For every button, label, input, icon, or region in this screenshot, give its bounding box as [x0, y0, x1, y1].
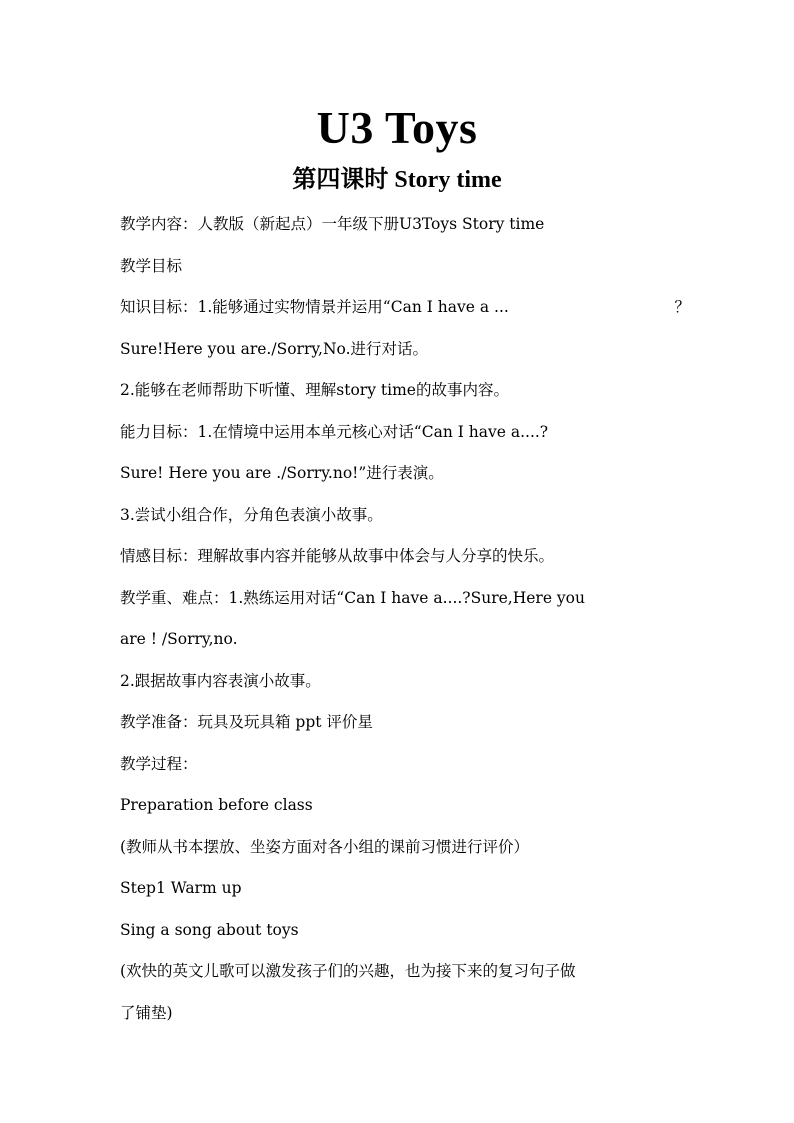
- paragraph-preparation-before-class: Preparation before class: [120, 796, 313, 814]
- knowledge-goal-question-mark: ？: [674, 298, 690, 316]
- document-title: U3 Toys: [316, 102, 478, 153]
- paragraph-ability-goal-3: 3.尝试小组合作，分角色表演小故事。: [120, 505, 383, 524]
- document-body: [120, 204, 690, 1034]
- paragraph-ability-goal-cont: Sure! Here you are ./Sorry.no!”进行表演。: [120, 464, 444, 482]
- paragraph-preparation-note: (教师从书本摆放、坐姿方面对各小组的课前习惯进行评价）: [120, 837, 530, 856]
- document-subtitle: 第四课时 Story time: [292, 167, 502, 193]
- heading-teaching-process: 教学过程：: [120, 754, 198, 773]
- paragraph-knowledge-goal-cont: Sure!Here you are./Sorry,No.进行对话。: [120, 339, 429, 358]
- paragraph-knowledge-goal-2: 2.能够在老师帮助下听懂、理解story time的故事内容。: [120, 381, 509, 399]
- paragraph-key-points: 教学重、难点：1.熟练运用对话“Can I have a....?Sure,Here you: [120, 588, 585, 607]
- paragraph-sing-song: Sing a song about toys: [120, 920, 299, 939]
- paragraph-knowledge-goal: [120, 287, 690, 329]
- paragraph-preparation: 教学准备：玩具及玩具箱 ppt 评价星: [120, 713, 373, 731]
- paragraph-emotion-goal: 情感目标：理解故事内容并能够从故事中体会与人分享的快乐。: [120, 547, 555, 565]
- heading-step1: Step1 Warm up: [120, 879, 242, 897]
- paragraph-ability-goal: 能力目标：1.在情境中运用本单元核心对话“Can I have a....?: [120, 422, 549, 441]
- paragraph-song-note: (欢快的英文儿歌可以激发孩子们的兴趣，也为接下来的复习句子做: [120, 962, 576, 980]
- heading-teaching-goals: 教学目标: [120, 256, 183, 275]
- paragraph-key-points-cont: are ! /Sorry,no.: [120, 630, 238, 648]
- paragraph-teaching-content: 教学内容：人教版（新起点）一年级下册U3Toys Story time: [120, 215, 545, 233]
- paragraph-key-points-2: 2.跟据故事内容表演小故事。: [120, 671, 321, 690]
- paragraph-song-note-cont: 了铺垫): [120, 1003, 173, 1022]
- knowledge-goal-text: 知识目标：1.能够通过实物情景并运用“Can I have a ...: [120, 298, 509, 316]
